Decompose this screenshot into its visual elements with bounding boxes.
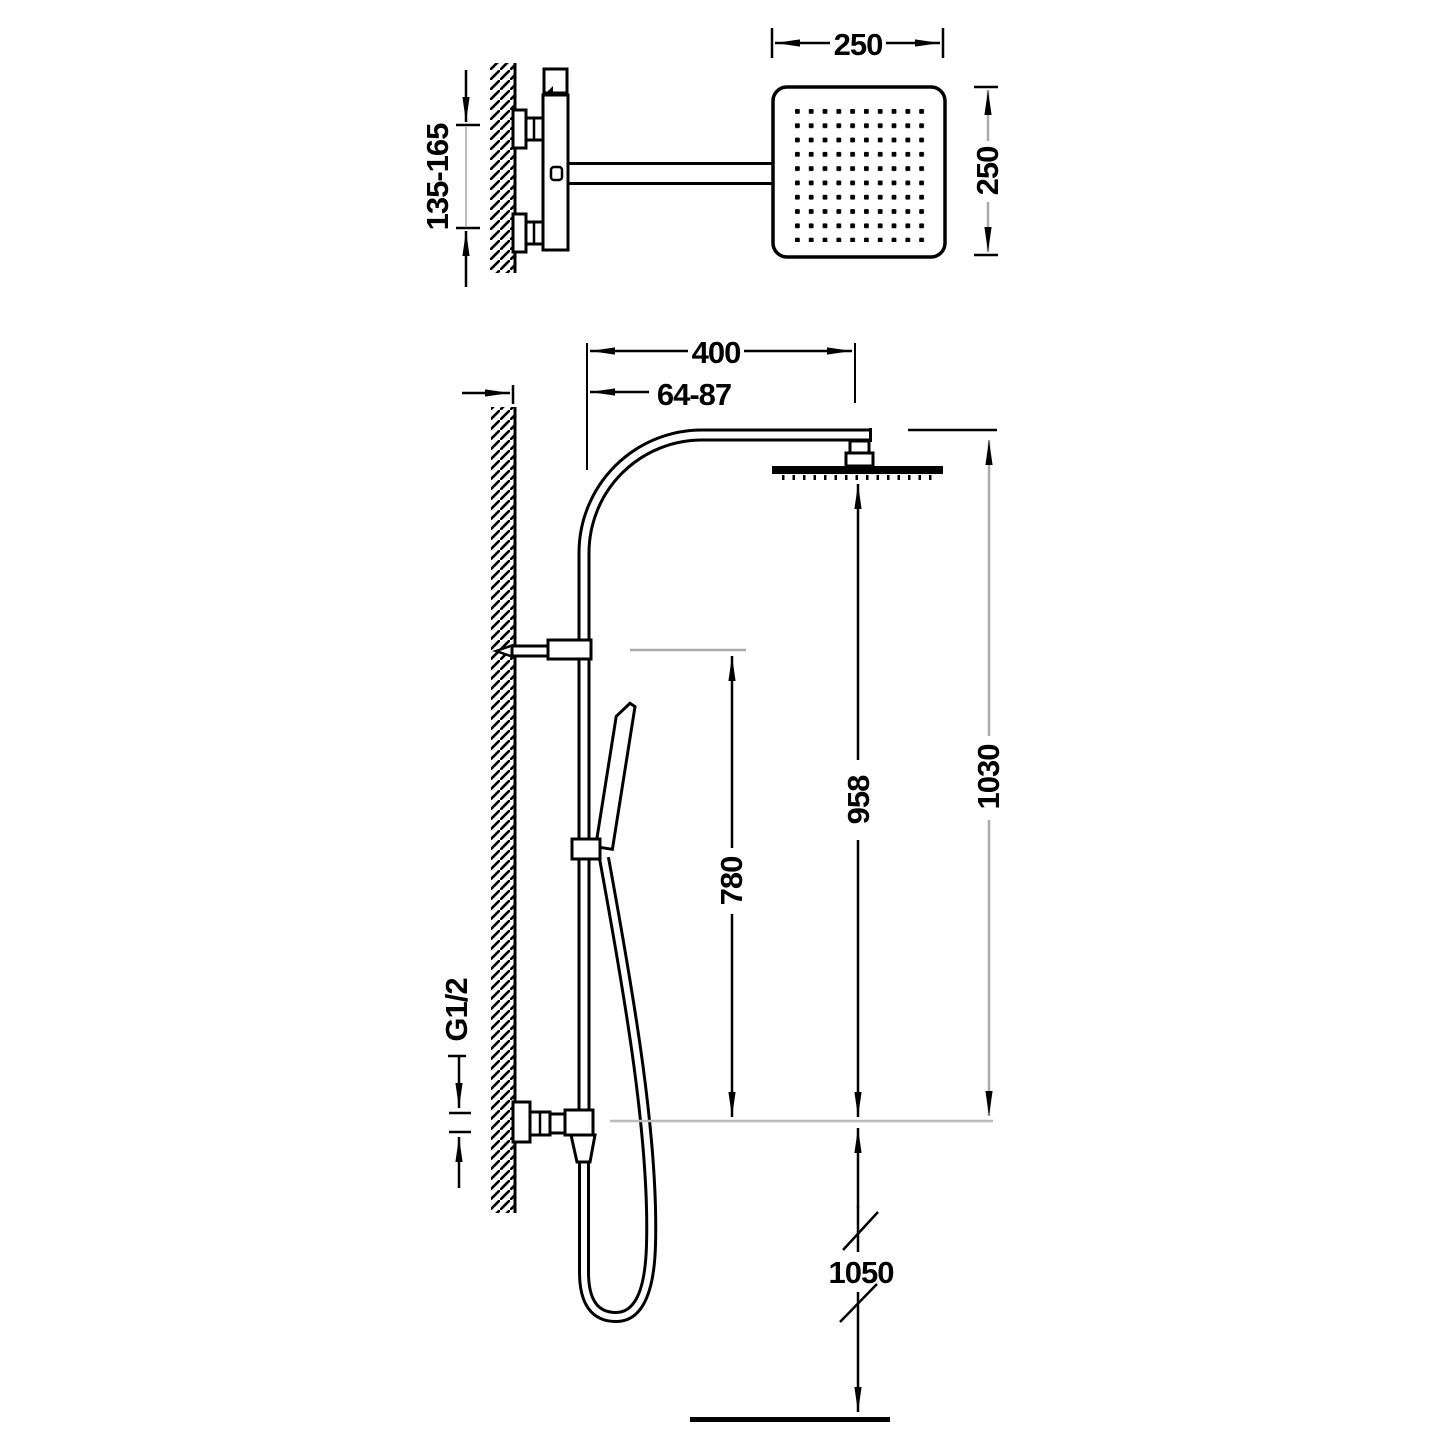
dim-headface-label: 958	[840, 775, 876, 825]
head-connector-nut	[850, 441, 869, 453]
dim-arm-reach-label: 400	[691, 334, 741, 370]
supply-mid	[550, 1114, 565, 1133]
bracket-block	[548, 640, 591, 659]
supply-tee	[565, 1110, 593, 1135]
hose-fill	[584, 858, 651, 1317]
top-view-group	[420, 27, 1005, 287]
nozzle-grid	[792, 105, 929, 242]
wall-hatch-top	[490, 63, 515, 273]
head-connector-cone	[846, 453, 873, 466]
handshower-holder	[572, 839, 600, 859]
bracket-pin	[512, 646, 548, 656]
shower-head-edge	[772, 466, 943, 474]
dim-handshower-label: 780	[713, 856, 749, 906]
dim-thread-label: G1/2	[438, 978, 474, 1042]
upper-stub-flange	[513, 110, 526, 148]
front-view-group	[439, 335, 1006, 1420]
dim-supply-floor-label: 1050	[828, 1254, 894, 1290]
dim-head-depth-label: 250	[969, 146, 1005, 196]
wall-hatch-main	[491, 407, 515, 1213]
hose-connector-cone	[571, 1135, 595, 1162]
hand-shower	[596, 701, 636, 849]
break-mark	[843, 1212, 878, 1250]
dim-mount-spacing-label: 135-165	[419, 123, 455, 231]
dim-head-width-label: 250	[833, 26, 883, 62]
valve-head	[544, 69, 567, 93]
dim-wall-offset-label: 64-87	[656, 376, 732, 412]
dim-top-height-label: 1030	[970, 744, 1006, 810]
supply-flange	[513, 1102, 530, 1142]
valve-knob	[551, 167, 562, 180]
lower-stub-flange	[513, 214, 526, 252]
